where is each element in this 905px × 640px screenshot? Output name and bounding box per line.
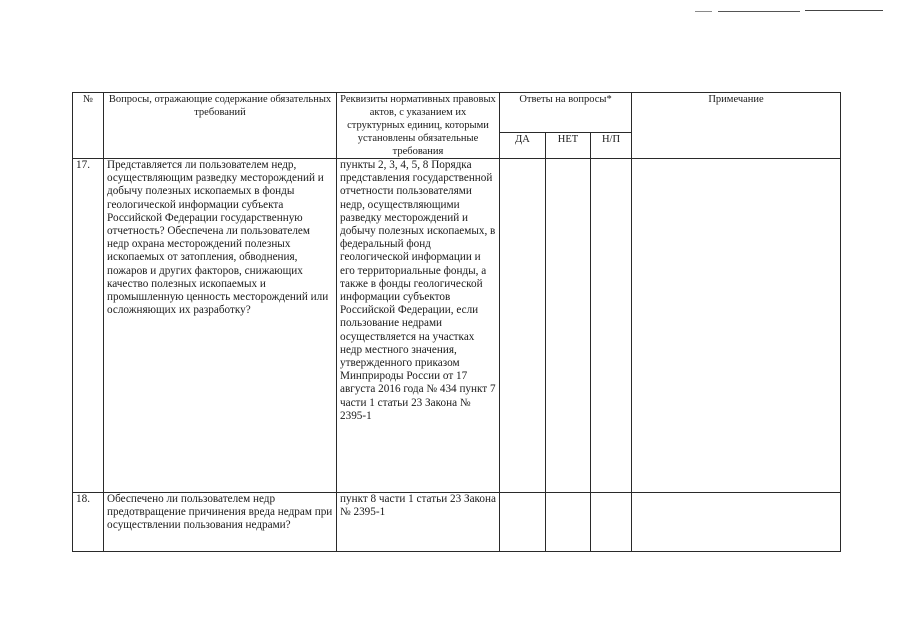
top-rule-segment — [805, 10, 883, 11]
header-number: № — [73, 93, 104, 159]
answer-yes-cell[interactable] — [500, 159, 546, 493]
table-row — [73, 493, 841, 552]
answer-no-cell[interactable] — [546, 159, 591, 493]
table-row — [73, 159, 841, 493]
header-note: Примечание — [632, 93, 841, 159]
row-number: 17. — [73, 159, 104, 493]
checklist-table — [72, 92, 841, 552]
note-cell[interactable] — [632, 493, 841, 552]
note-cell[interactable] — [632, 159, 841, 493]
top-rule-segment — [718, 11, 800, 12]
answer-no-cell[interactable] — [546, 493, 591, 552]
header-questions: Вопросы, отражающие содержание обязательных требований — [104, 93, 337, 159]
row-number: 18. — [73, 493, 104, 552]
row-requisites: пункты 2, 3, 4, 5, 8 Порядка представления государственной отчетности пользователями недр, осуществляющими разведку месторождений и добычу полезных ископаемых, в федеральный фонд геологической информации и его территориальные фонды, а также в фонды геологической информации субъектов Российской Федерации, если пользование недрами осуществляется на участках недр местного значения, утвержденного приказом Минприроды России от 17 августа 2016 года № 434 пункт 7 части 1 статьи 23 Закона № 2395-1 — [337, 159, 500, 493]
answer-yes-cell[interactable] — [500, 493, 546, 552]
header-requisites: Реквизиты нормативных правовых актов, с указанием их структурных единиц, которыми установлены обязательные требования — [337, 93, 500, 159]
header-no: НЕТ — [546, 133, 591, 159]
header-na: Н/П — [591, 133, 632, 159]
row-requisites: пункт 8 части 1 статьи 23 Закона № 2395-1 — [337, 493, 500, 552]
answer-na-cell[interactable] — [591, 493, 632, 552]
row-question: Обеспечено ли пользователем недр предотвращение причинения вреда недрам при осуществлении пользования недрами? — [104, 493, 337, 552]
header-answers: Ответы на вопросы* — [500, 93, 632, 133]
top-rule-segment — [695, 11, 712, 12]
header-yes: ДА — [500, 133, 546, 159]
row-question: Представляется ли пользователем недр, осуществляющим разведку месторождений и добычу полезных ископаемых в фонды геологической информации субъекта Российской Федерации государственную отчетность? Обеспечена ли пользователем недр охрана месторождений полезных ископаемых от затопления, обводнения, пожаров и других факторов, снижающих качество полезных ископаемых и промышленную ценность месторождений или осложняющих их разработку? — [104, 159, 337, 493]
answer-na-cell[interactable] — [591, 159, 632, 493]
